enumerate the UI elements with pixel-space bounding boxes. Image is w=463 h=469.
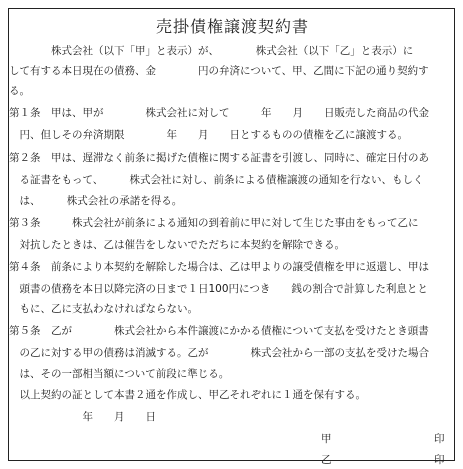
article-2-line-3: は、 株式会社の承諾を得る。 <box>9 195 183 207</box>
document-title: 売掛債権譲渡契約書 <box>155 17 309 36</box>
article-5-line-1: 第５条 乙が 株式会社から本件譲渡にかかる債権について支払を受けたとき頭書 <box>9 325 429 337</box>
article-4-line-3: もに、乙に支払わなければならない。 <box>9 303 198 315</box>
article-5-line-2: の乙に対する甲の債務は消滅する。乙が 株式会社から一部の支払を受けた場合 <box>9 347 429 359</box>
party-a-seal: 印 <box>434 433 445 445</box>
article-4-line-2: 頭書の債務を本日以降完済の日まで１日100円につき 銭の割合で計算した利息とと <box>9 283 428 295</box>
party-b-seal: 印 <box>434 454 445 466</box>
article-3-line-2: 対抗したときは、乙は催告をしないでただちに本契約を解除できる。 <box>9 239 345 251</box>
article-2-line-2: る証書をもって、 株式会社に対し、前条による債権譲渡の通知を行ない、もしく <box>9 174 424 186</box>
contract-document <box>8 8 455 466</box>
article-2-line-1: 第２条 甲は、遅滞なく前条に掲げた債権に関する証書を引渡し、同時に、確定日付のあ <box>9 152 429 164</box>
party-b-label: 乙 <box>321 454 332 466</box>
closing-line: 以上契約の証として本書２通を作成し、甲乙それぞれに１通を保有する。 <box>9 389 366 401</box>
article-5-line-3: は、その一部相当額について前段に準じる。 <box>9 368 230 380</box>
article-4-line-1: 第４条 前条により本契約を解除した場合は、乙は甲よりの譲受債権を甲に返還し、甲は <box>9 261 429 273</box>
body-line-2: して有する本日現在の債務、金 円の弁済について、甲、乙間に下記の通り契約す <box>9 65 429 77</box>
date-line: 年 月 日 <box>9 411 156 423</box>
article-1-line-2: 円、但しその弁済期限 年 月 日とするものの債権を乙に譲渡する。 <box>9 129 408 141</box>
article-3-line-1: 第３条 株式会社が前条による通知の到着前に甲に対して生じた事由をもって乙に <box>9 217 419 229</box>
party-a-label: 甲 <box>321 433 332 445</box>
article-1-line-1: 第１条 甲は、甲が 株式会社に対して 年 月 日販売した商品の代金 <box>9 107 429 119</box>
body-line-1: 株式会社（以下「甲」と表示）が、 株式会社（以下「乙」と表示）に <box>9 45 414 57</box>
body-line-3: る。 <box>9 85 30 97</box>
